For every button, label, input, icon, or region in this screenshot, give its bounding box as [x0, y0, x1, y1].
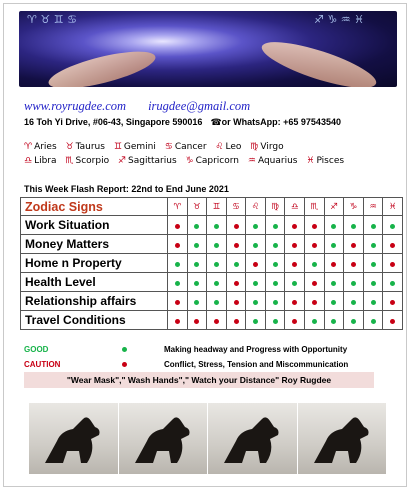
status-cell	[383, 311, 403, 330]
zodiac-symbol-icon: ♓	[383, 198, 403, 216]
table-row	[21, 273, 403, 292]
ox-figurine-image	[208, 403, 297, 474]
good-dot-icon	[194, 300, 199, 305]
sign-capricorn	[186, 156, 240, 166]
sign-label: Leo	[225, 142, 242, 152]
good-dot-icon	[292, 281, 297, 286]
good-dot-icon	[312, 262, 317, 267]
sign-label: Taurus	[75, 142, 105, 152]
good-dot-icon	[351, 300, 356, 305]
table-row	[21, 311, 403, 330]
caution-dot-icon	[312, 300, 317, 305]
sign-label: Scorpio	[75, 156, 110, 166]
website-link[interactable]: www.royrugdee.com	[24, 99, 127, 113]
status-cell	[265, 254, 285, 273]
status-cell	[226, 216, 246, 235]
status-cell	[285, 254, 305, 273]
sign-aquarius	[248, 156, 298, 166]
status-cell	[168, 311, 188, 330]
caution-dot-icon	[175, 300, 180, 305]
status-cell	[207, 254, 227, 273]
status-cell	[285, 273, 305, 292]
good-dot-icon	[371, 224, 376, 229]
report-title: This Week Flash Report: 22nd to End June 2021	[24, 184, 229, 194]
good-dot-icon	[371, 281, 376, 286]
good-dot-icon	[273, 281, 278, 286]
row-label: Health Level	[21, 273, 168, 292]
good-dot-icon	[351, 319, 356, 324]
status-cell	[285, 292, 305, 311]
legend-good	[24, 345, 348, 354]
caution-dot-icon	[214, 319, 219, 324]
status-cell	[246, 254, 266, 273]
table-row	[21, 235, 403, 254]
sign-label: Pisces	[316, 156, 345, 166]
virgo-icon: ♍	[250, 142, 259, 152]
zodiac-symbol-icon: ♌	[246, 198, 266, 216]
status-cell	[207, 273, 227, 292]
status-cell	[168, 292, 188, 311]
pisces-icon: ♓	[306, 156, 315, 166]
sign-label: Sagittarius	[128, 156, 177, 166]
status-cell	[187, 254, 207, 273]
status-cell	[305, 311, 325, 330]
legend-caution	[24, 360, 349, 369]
libra-icon: ♎	[24, 156, 33, 166]
email-link[interactable]: irugdee@gmail.com	[148, 99, 251, 113]
good-dot-icon	[331, 319, 336, 324]
good-dot-icon	[371, 243, 376, 248]
row-label: Relationship affairs	[21, 292, 168, 311]
status-cell	[265, 235, 285, 254]
zodiac-symbol-icon: ♊	[207, 198, 227, 216]
good-dot-icon	[273, 300, 278, 305]
left-hand-image	[45, 44, 158, 87]
caution-dot-icon	[312, 243, 317, 248]
sign-label: Virgo	[260, 142, 284, 152]
caution-label: CAUTION	[24, 360, 61, 369]
gemini-icon: ♊	[113, 142, 122, 152]
caution-dot-icon	[292, 224, 297, 229]
status-cell	[207, 235, 227, 254]
address-text: 16 Toh Yi Drive, #06-43, Singapore 590016	[24, 117, 203, 127]
status-cell	[265, 273, 285, 292]
status-cell	[187, 292, 207, 311]
status-cell	[363, 235, 383, 254]
caution-dot-icon	[331, 262, 336, 267]
caution-dot-icon	[194, 319, 199, 324]
status-cell	[305, 235, 325, 254]
sign-aries	[24, 142, 57, 152]
caution-dot-icon	[292, 262, 297, 267]
status-cell	[168, 273, 188, 292]
good-dot-icon	[253, 300, 258, 305]
good-dot-icon	[331, 243, 336, 248]
good-dot-icon	[371, 300, 376, 305]
sign-sagittarius	[118, 156, 177, 166]
banner-zodiac-decoration-right: ♐ ♑ ♒ ♓	[314, 13, 364, 26]
status-cell	[383, 235, 403, 254]
sign-virgo	[250, 142, 283, 152]
status-cell	[383, 254, 403, 273]
good-dot-icon	[273, 262, 278, 267]
table-row	[21, 292, 403, 311]
status-cell	[187, 235, 207, 254]
good-dot-icon	[194, 262, 199, 267]
status-cell	[168, 216, 188, 235]
good-dot-icon	[194, 243, 199, 248]
status-cell	[265, 292, 285, 311]
zodiac-symbol-icon: ♋	[226, 198, 246, 216]
caution-dot-icon	[351, 243, 356, 248]
good-dot-icon	[214, 243, 219, 248]
status-cell	[187, 273, 207, 292]
zodiac-symbol-icon: ♉	[187, 198, 207, 216]
zodiac-symbol-icon: ♎	[285, 198, 305, 216]
taurus-icon: ♉	[65, 142, 74, 152]
status-cell	[285, 311, 305, 330]
caution-description: Conflict, Stress, Tension and Miscommunication	[164, 360, 349, 369]
sign-gemini	[114, 142, 156, 152]
good-dot-icon	[273, 243, 278, 248]
ox-photo-strip	[29, 403, 386, 474]
good-dot-icon	[175, 262, 180, 267]
caution-dot-icon	[234, 281, 239, 286]
header-label: Zodiac Signs	[21, 198, 168, 216]
zodiac-symbol-icon: ♒	[363, 198, 383, 216]
zodiac-symbol-icon: ♈	[168, 198, 188, 216]
status-cell	[285, 216, 305, 235]
address-line	[24, 117, 341, 128]
good-dot-icon	[214, 300, 219, 305]
caution-dot-icon	[292, 300, 297, 305]
good-dot-icon	[122, 347, 127, 352]
caution-dot-icon	[390, 243, 395, 248]
quote-banner: "Wear Mask"," Wash Hands"," Watch your Distance" Roy Rugdee	[24, 372, 374, 388]
good-dot-icon	[371, 319, 376, 324]
capricorn-icon: ♑	[185, 156, 194, 166]
status-cell	[187, 311, 207, 330]
status-cell	[246, 216, 266, 235]
status-cell	[324, 292, 344, 311]
good-description: Making headway and Progress with Opportunity	[164, 345, 348, 354]
sign-taurus	[66, 142, 105, 152]
caution-dot-icon	[351, 262, 356, 267]
status-cell	[363, 292, 383, 311]
telephone-icon: ☎	[210, 118, 222, 128]
caution-dot-icon	[292, 243, 297, 248]
good-dot-icon	[351, 224, 356, 229]
leo-icon: ♌	[215, 142, 224, 152]
ox-figurine-image	[298, 403, 387, 474]
caution-dot-icon	[175, 243, 180, 248]
caution-dot-icon	[390, 262, 395, 267]
caution-dot-icon	[390, 319, 395, 324]
good-label: GOOD	[24, 345, 49, 354]
caution-dot-icon	[292, 319, 297, 324]
good-dot-icon	[253, 319, 258, 324]
good-dot-icon	[194, 224, 199, 229]
aries-icon: ♈	[24, 142, 33, 152]
status-cell	[363, 273, 383, 292]
caution-dot-icon	[175, 224, 180, 229]
zodiac-symbol-icon: ♏	[305, 198, 325, 216]
status-cell	[383, 273, 403, 292]
good-dot-icon	[194, 281, 199, 286]
good-dot-icon	[351, 281, 356, 286]
good-dot-icon	[273, 224, 278, 229]
status-cell	[344, 311, 364, 330]
caution-dot-icon	[312, 224, 317, 229]
scorpio-icon: ♏	[65, 156, 74, 166]
good-dot-icon	[214, 224, 219, 229]
sign-scorpio	[65, 156, 109, 166]
status-cell	[324, 216, 344, 235]
status-cell	[226, 254, 246, 273]
sign-label: Capricorn	[195, 156, 240, 166]
table-row	[21, 254, 403, 273]
good-dot-icon	[390, 281, 395, 286]
status-cell	[207, 216, 227, 235]
status-cell	[265, 311, 285, 330]
status-cell	[168, 235, 188, 254]
status-cell	[305, 216, 325, 235]
sagittarius-icon: ♐	[117, 156, 127, 166]
status-cell	[246, 292, 266, 311]
zodiac-legend-row-1	[24, 142, 290, 152]
banner-zodiac-decoration: ♈ ♉ ♊ ♋	[27, 13, 77, 26]
table-row	[21, 216, 403, 235]
good-dot-icon	[312, 319, 317, 324]
caution-dot-icon	[234, 300, 239, 305]
status-cell	[344, 254, 364, 273]
status-cell	[226, 292, 246, 311]
good-dot-icon	[331, 224, 336, 229]
status-cell	[226, 273, 246, 292]
good-dot-icon	[331, 300, 336, 305]
banner-image	[19, 11, 397, 87]
right-hand-image	[258, 33, 381, 87]
status-cell	[226, 311, 246, 330]
sign-label: Cancer	[174, 142, 207, 152]
row-label: Home n Property	[21, 254, 168, 273]
zodiac-symbol-icon: ♑	[344, 198, 364, 216]
caution-dot-icon	[234, 224, 239, 229]
aquarius-icon: ♒	[247, 156, 256, 166]
good-dot-icon	[234, 262, 239, 267]
caution-dot-icon	[253, 262, 258, 267]
status-cell	[246, 311, 266, 330]
status-cell	[246, 273, 266, 292]
status-cell	[383, 216, 403, 235]
status-cell	[383, 292, 403, 311]
good-dot-icon	[253, 243, 258, 248]
sign-libra	[24, 156, 57, 166]
sign-cancer	[165, 142, 207, 152]
status-cell	[344, 292, 364, 311]
contact-links	[24, 99, 250, 114]
status-cell	[324, 273, 344, 292]
zodiac-symbol-icon: ♐	[324, 198, 344, 216]
caution-dot-icon	[312, 281, 317, 286]
ox-figurine-image	[119, 403, 208, 474]
status-cell	[285, 235, 305, 254]
ox-figurine-image	[29, 403, 118, 474]
status-cell	[324, 235, 344, 254]
good-dot-icon	[214, 262, 219, 267]
caution-dot-icon	[122, 362, 127, 367]
sign-label: Aries	[34, 142, 57, 152]
status-cell	[226, 235, 246, 254]
sign-label: Libra	[34, 156, 57, 166]
zodiac-symbol-icon: ♍	[265, 198, 285, 216]
status-cell	[363, 311, 383, 330]
status-cell	[207, 292, 227, 311]
caution-dot-icon	[234, 243, 239, 248]
status-cell	[324, 311, 344, 330]
status-cell	[246, 235, 266, 254]
good-dot-icon	[371, 262, 376, 267]
status-cell	[305, 254, 325, 273]
zodiac-forecast-table	[20, 197, 403, 330]
good-dot-icon	[390, 224, 395, 229]
phone-text: or WhatsApp: +65 97543540	[221, 117, 341, 127]
status-cell	[305, 292, 325, 311]
row-label: Money Matters	[21, 235, 168, 254]
status-cell	[168, 254, 188, 273]
status-cell	[265, 216, 285, 235]
sign-label: Aquarius	[257, 156, 298, 166]
status-cell	[344, 235, 364, 254]
row-label: Travel Conditions	[21, 311, 168, 330]
good-dot-icon	[273, 319, 278, 324]
good-dot-icon	[331, 281, 336, 286]
zodiac-legend-row-2	[24, 156, 350, 166]
cancer-icon: ♋	[164, 142, 173, 152]
sign-pisces	[306, 156, 344, 166]
sign-leo	[215, 142, 241, 152]
table-header-row	[21, 198, 403, 216]
good-dot-icon	[253, 281, 258, 286]
caution-dot-icon	[234, 319, 239, 324]
status-cell	[187, 216, 207, 235]
status-cell	[324, 254, 344, 273]
status-cell	[305, 273, 325, 292]
caution-dot-icon	[175, 319, 180, 324]
caution-dot-icon	[390, 300, 395, 305]
status-cell	[363, 216, 383, 235]
status-cell	[363, 254, 383, 273]
good-dot-icon	[253, 224, 258, 229]
row-label: Work Situation	[21, 216, 168, 235]
status-cell	[207, 311, 227, 330]
sign-label: Gemini	[123, 142, 156, 152]
good-dot-icon	[214, 281, 219, 286]
status-cell	[344, 273, 364, 292]
status-cell	[344, 216, 364, 235]
good-dot-icon	[175, 281, 180, 286]
